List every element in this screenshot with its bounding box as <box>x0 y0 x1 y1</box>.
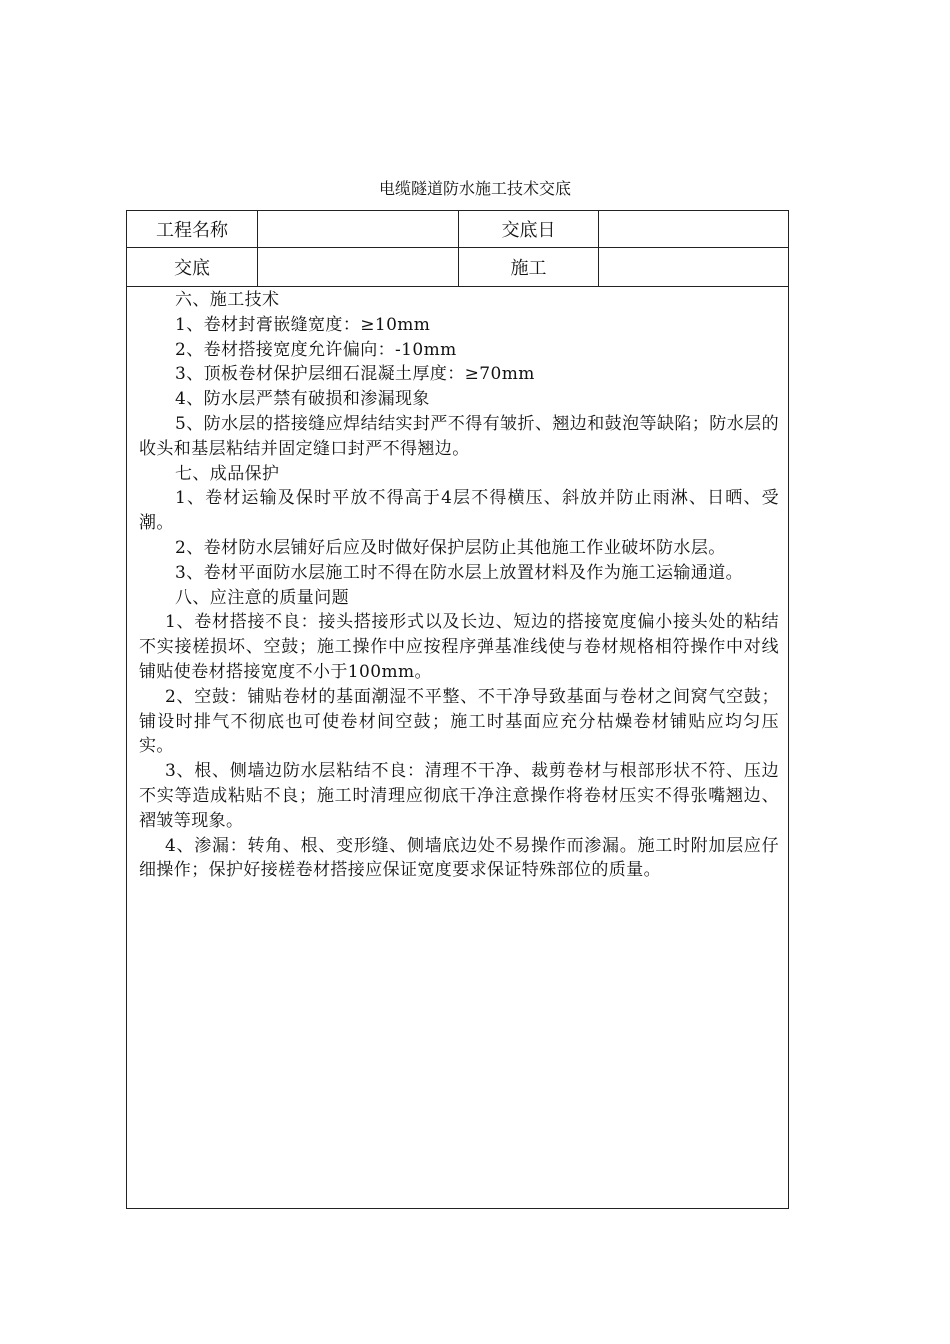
list-item: 2、空鼓：铺贴卷材的基面潮湿不平整、不干净导致基面与卷材之间窝气空鼓；铺设时排气不彻底也可使卷材间空鼓；施工时基面应充分枯燥卷材铺贴应均匀压实。 <box>139 686 779 757</box>
construction-field[interactable] <box>599 248 788 286</box>
section-heading: 六、施工技术 <box>175 290 280 310</box>
disclosure-form <box>126 210 789 1209</box>
discloser-field[interactable] <box>258 248 459 286</box>
section-heading: 七、成品保护 <box>175 463 280 484</box>
date-label: 交底日 <box>459 211 599 247</box>
project-name-field[interactable] <box>258 211 459 247</box>
header-row-2 <box>127 248 788 287</box>
list-item: 3、根、侧墙边防水层粘结不良：清理不干净、裁剪卷材与根部形状不符、压边不实等造成粘贴不良；施工时清理应彻底干净注意操作将卷材压实不得张嘴翘边、褶皱等现象。 <box>139 761 779 831</box>
discloser-label: 交底 <box>127 248 258 286</box>
list-item: 2、卷材防水层铺好后应及时做好保护层防止其他施工作业破坏防水层。 <box>175 537 726 558</box>
list-item: 1、卷材运输及保时平放不得高于4层不得横压、斜放并防止雨淋、日晒、受潮。 <box>139 488 779 534</box>
list-item: 3、顶板卷材保护层细石混凝土厚度：≥70mm <box>175 364 535 385</box>
list-item: 1、卷材封膏嵌缝宽度：≥10mm <box>175 314 431 335</box>
list-item: 2、卷材搭接宽度允许偏向：-10mm <box>175 339 457 360</box>
list-item: 5、防水层的搭接缝应焊结结实封严不得有皱折、翘边和鼓泡等缺陷；防水层的收头和基层粘结并固定缝口封严不得翘边。 <box>139 413 779 459</box>
date-field[interactable] <box>599 211 788 247</box>
construction-label: 施工 <box>459 248 599 286</box>
project-name-label: 工程名称 <box>127 211 258 247</box>
list-item: 4、防水层严禁有破损和渗漏现象 <box>175 389 430 410</box>
content-body <box>139 288 779 883</box>
list-item: 3、卷材平面防水层施工时不得在防水层上放置材料及作为施工运输通道。 <box>175 562 744 583</box>
header-row-1 <box>127 211 788 248</box>
document-title: 电缆隧道防水施工技术交底 <box>378 179 571 198</box>
list-item: 1、卷材搭接不良：接头搭接形式以及长边、短边的搭接宽度偏小接头处的粘结不实接槎损坏、空鼓；施工操作中应按程序弹基准线使与卷材规格相符操作中对线铺贴使卷材搭接宽度不小于100mm。 <box>139 612 779 682</box>
section-heading: 八、应注意的质量问题 <box>175 587 349 608</box>
list-item: 4、渗漏：转角、根、变形缝、侧墙底边处不易操作而渗漏。施工时附加层应仔细操作；保护好接槎卷材搭接应保证宽度要求保证特殊部位的质量。 <box>139 835 779 881</box>
